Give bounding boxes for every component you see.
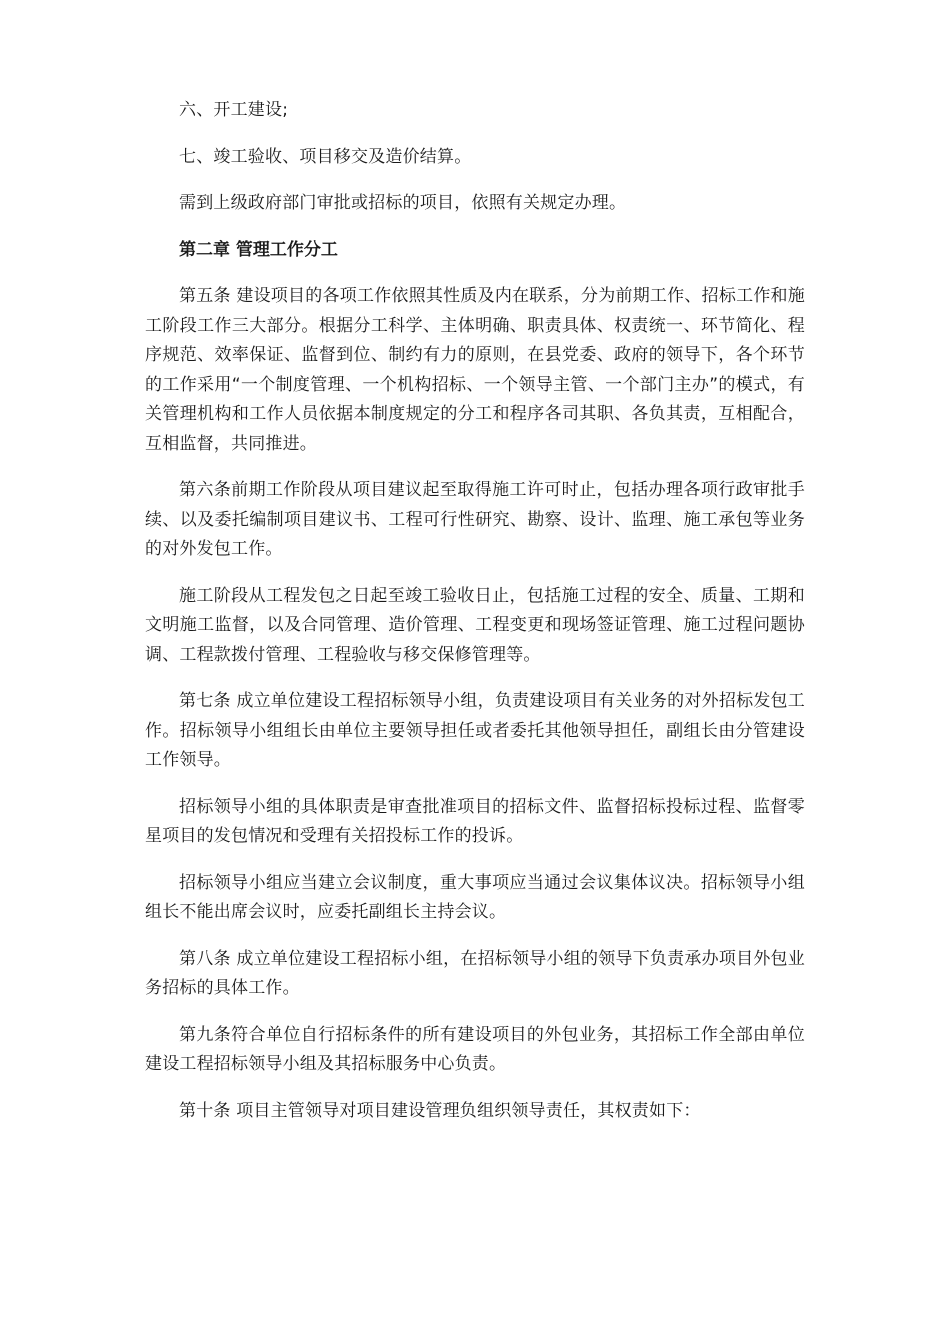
chapter-heading: 第二章 管理工作分工 [179,239,338,260]
list-item-7: 七、竣工验收、项目移交及造价结算。 [179,146,472,167]
paragraph-meeting-system: 招标领导小组应当建立会议制度，重大事项应当通过会议集体议决。招标领导小组组长不能出席会议时，应委托副组长主持会议。 [145,872,805,922]
article-7: 第七条 成立单位建设工程招标领导小组，负责建设项目有关业务的对外招标发包工作。招标领导小组组长由单位主要领导担任或者委托其他领导担任，副组长由分管建设工作领导。 [145,691,805,770]
article-5: 第五条 建设项目的各项工作依照其性质及内在联系，分为前期工作、招标工作和施工阶段工作三大部分。根据分工科学、主体明确、职责具体、权责统一、环节简化、程序规范、效率保证、监督到位、制约有力的原则，在县党委、政府的领导下，各个环节的工作采用“一个制度管理、一个机构招标、一个领导主管、一个部门主办”的模式，有关管理机构和工作人员依据本制度规定的分工和程序各司其职、各负其责，互相配合，互相监督，共同推进。 [145,286,805,454]
article-8: 第八条 成立单位建设工程招标小组，在招标领导小组的领导下负责承办项目外包业务招标的具体工作。 [145,948,805,998]
paragraph-approval-note: 需到上级政府部门审批或招标的项目，依照有关规定办理。 [179,193,627,213]
article-6: 第六条前期工作阶段从项目建议起至取得施工许可时止，包括办理各项行政审批手续、以及委托编制项目建议书、工程可行性研究、勘察、设计、监理、施工承包等业务的对外发包工作。 [145,480,805,559]
article-10: 第十条 项目主管领导对项目建设管理负组织领导责任，其权责如下： [179,1100,701,1121]
paragraph-construction-phase: 施工阶段从工程发包之日起至竣工验收日止，包括施工过程的安全、质量、工期和文明施工监督，以及合同管理、造价管理、工程变更和现场签证管理、施工过程问题协调、工程款拨付管理、工程验收与移交保修管理等。 [145,585,805,665]
document-body [145,96,805,1143]
list-item-6: 六、开工建设; [179,100,289,120]
article-9: 第九条符合单位自行招标条件的所有建设项目的外包业务，其招标工作全部由单位建设工程招标领导小组及其招标服务中心负责。 [145,1024,805,1074]
paragraph-leading-group-duties: 招标领导小组的具体职责是审查批准项目的招标文件、监督招标投标过程、监督零星项目的发包情况和受理有关招投标工作的投诉。 [145,796,805,846]
